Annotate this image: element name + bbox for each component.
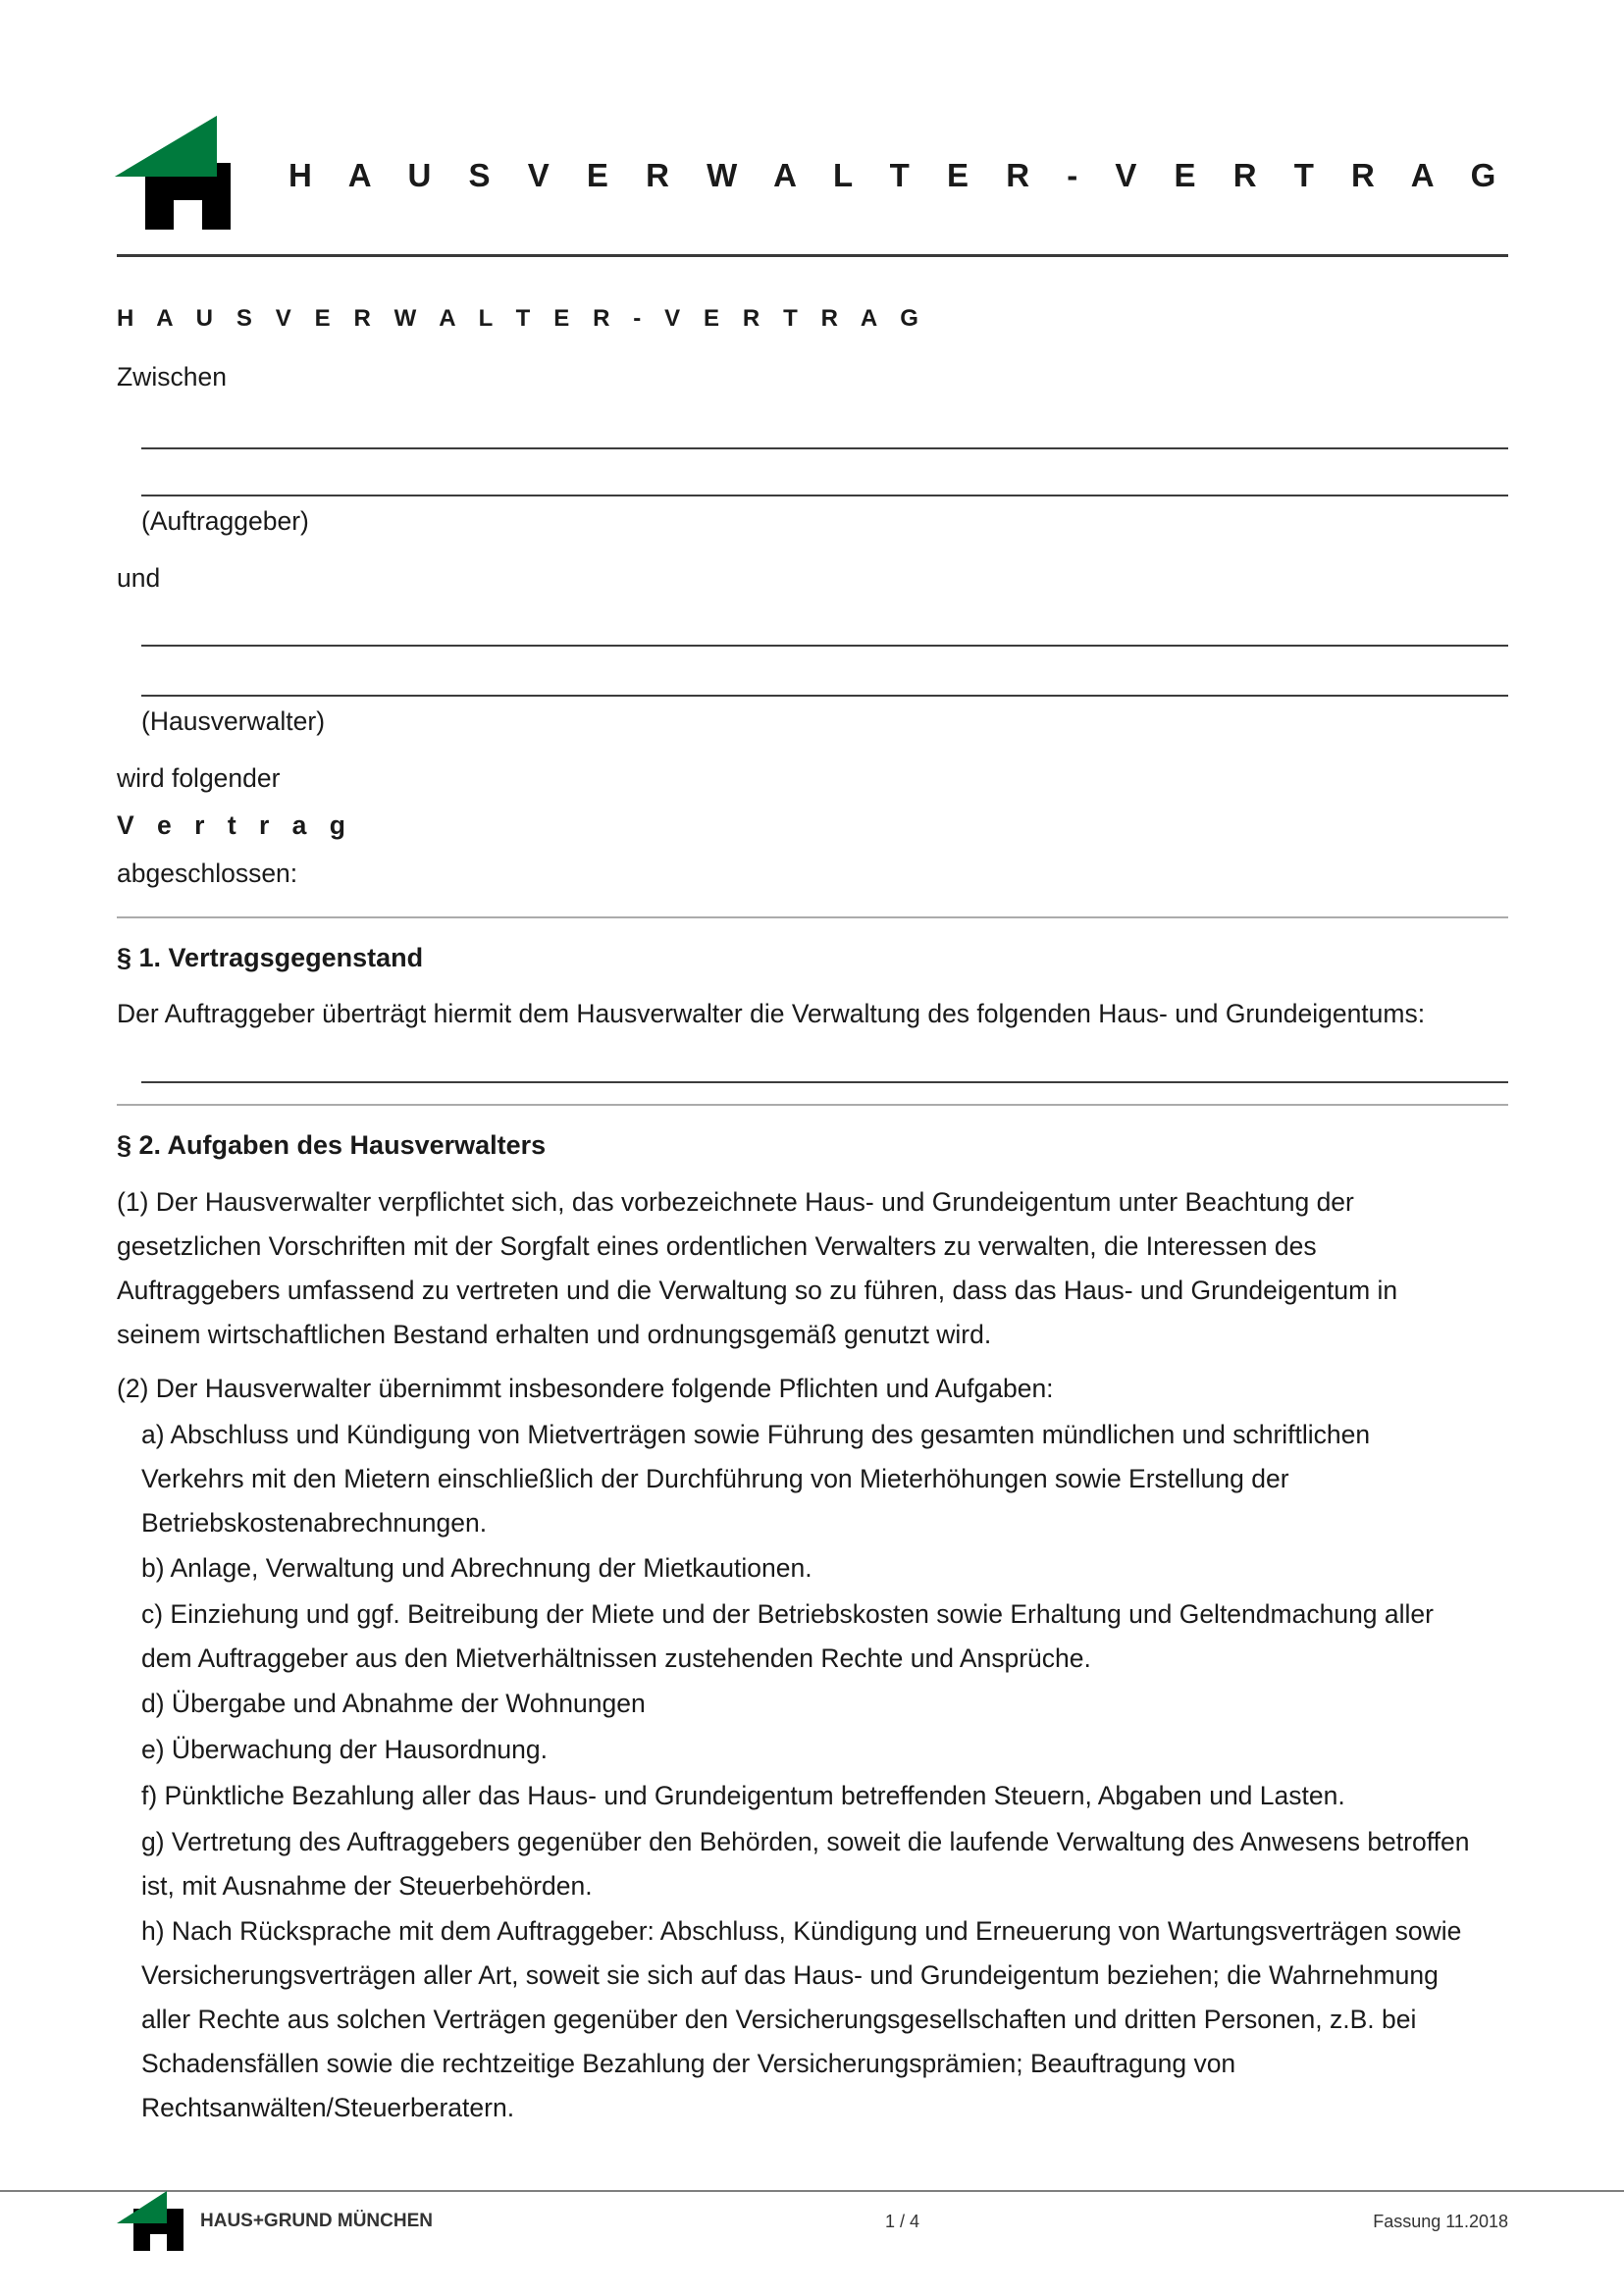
- haus-grund-logo-icon: [115, 116, 252, 232]
- list-item-h: h) Nach Rücksprache mit dem Auftraggeber: Abschluss, Kündigung und Erneuerung von Wartungsverträgen sowie: [141, 1916, 1462, 1946]
- party1-label: (Auftraggeber): [141, 506, 309, 536]
- list-item-e: e) Überwachung der Hausordnung.: [141, 1735, 548, 1764]
- paragraph-1-line: gesetzlichen Vorschriften mit der Sorgfalt eines ordentlichen Verwalters zu verwalten, die Interessen des: [117, 1231, 1317, 1261]
- section-2-heading: § 2. Aufgaben des Hausverwalters: [117, 1130, 547, 1160]
- contract-word: V e r t r a g: [117, 810, 353, 840]
- conjunction: und: [117, 563, 161, 593]
- party1-fill-line-1[interactable]: [141, 447, 1508, 449]
- document-version: Fassung 11.2018: [1373, 2212, 1508, 2231]
- list-item-a: Verkehrs mit den Mietern einschließlich der Durchführung von Mieterhöhungen sowie Erstellung der: [141, 1464, 1289, 1493]
- list-item-g: ist, mit Ausnahme der Steuerbehörden.: [141, 1871, 593, 1901]
- closing-line-2: abgeschlossen:: [117, 859, 298, 888]
- page-number: 1 / 4: [885, 2212, 920, 2231]
- section-divider: [117, 916, 1508, 918]
- party2-label: (Hausverwalter): [141, 706, 326, 736]
- list-item-h: Schadensfällen sowie die rechtzeitige Bezahlung der Versicherungsprämien; Beauftragung von: [141, 2049, 1236, 2078]
- paragraph-1-line: (1) Der Hausverwalter verpflichtet sich, das vorbezeichnete Haus- und Grundeigentum unter Beachtung der: [117, 1187, 1354, 1217]
- party1-fill-line-2[interactable]: [141, 495, 1508, 496]
- list-item-a: Betriebskostenabrechnungen.: [141, 1508, 488, 1538]
- property-fill-line[interactable]: [141, 1081, 1508, 1083]
- paragraph-2-intro: (2) Der Hausverwalter übernimmt insbesondere folgende Pflichten und Aufgaben:: [117, 1374, 1054, 1403]
- list-item-h: aller Rechte aus solchen Verträgen gegenüber den Versicherungsgesellschaften und dritten Personen, z.B. bei: [141, 2005, 1417, 2034]
- paragraph-1-line: Auftraggebers umfassend zu vertreten und die Verwaltung so zu führen, dass das Haus- und Grundeigentum in: [117, 1276, 1398, 1305]
- footer-divider: [0, 2190, 1624, 2192]
- section-1-heading: § 1. Vertragsgegenstand: [117, 943, 424, 972]
- closing-line-1: wird folgender: [117, 763, 281, 793]
- header-title: H A U S V E R W A L T E R - V E R T R A G: [288, 157, 1510, 193]
- list-item-h: Versicherungsverträgen aller Art, soweit sie sich auf das Haus- und Grundeigentum beziehen; die Wahrnehmung: [141, 1960, 1439, 1990]
- list-item-d: d) Übergabe und Abnahme der Wohnungen: [141, 1689, 646, 1718]
- list-item-c: dem Auftraggeber aus den Mietverhältnissen zustehenden Rechte und Ansprüche.: [141, 1643, 1091, 1673]
- header-divider: [117, 254, 1508, 257]
- haus-grund-logo-icon: [117, 2191, 185, 2252]
- footer-organization: HAUS+GRUND MÜNCHEN: [200, 2211, 433, 2231]
- section-divider: [117, 1104, 1508, 1106]
- paragraph-1-line: seinem wirtschaftlichen Bestand erhalten und ordnungsgemäß genutzt wird.: [117, 1320, 992, 1349]
- party2-fill-line-1[interactable]: [141, 645, 1508, 647]
- list-item-f: f) Pünktliche Bezahlung aller das Haus- und Grundeigentum betreffenden Steuern, Abgaben und Lasten.: [141, 1781, 1345, 1810]
- document-heading: H A U S V E R W A L T E R - V E R T R A G: [117, 305, 927, 332]
- list-item-a: a) Abschluss und Kündigung von Mietverträgen sowie Führung des gesamten mündlichen und schriftlichen: [141, 1420, 1371, 1449]
- list-item-g: g) Vertretung des Auftraggebers gegenüber den Behörden, soweit die laufende Verwaltung des Anwesens betroffen: [141, 1827, 1470, 1856]
- list-item-h: Rechtsanwälten/Steuerberatern.: [141, 2093, 515, 2122]
- section-1-text: Der Auftraggeber überträgt hiermit dem Hausverwalter die Verwaltung des folgenden Haus- und Grundeigentums:: [117, 999, 1426, 1028]
- list-item-b: b) Anlage, Verwaltung und Abrechnung der Mietkautionen.: [141, 1553, 812, 1583]
- intro-between: Zwischen: [117, 362, 227, 391]
- party2-fill-line-2[interactable]: [141, 695, 1508, 697]
- list-item-c: c) Einziehung und ggf. Beitreibung der Miete und der Betriebskosten sowie Erhaltung und Geltendmachung aller: [141, 1599, 1434, 1629]
